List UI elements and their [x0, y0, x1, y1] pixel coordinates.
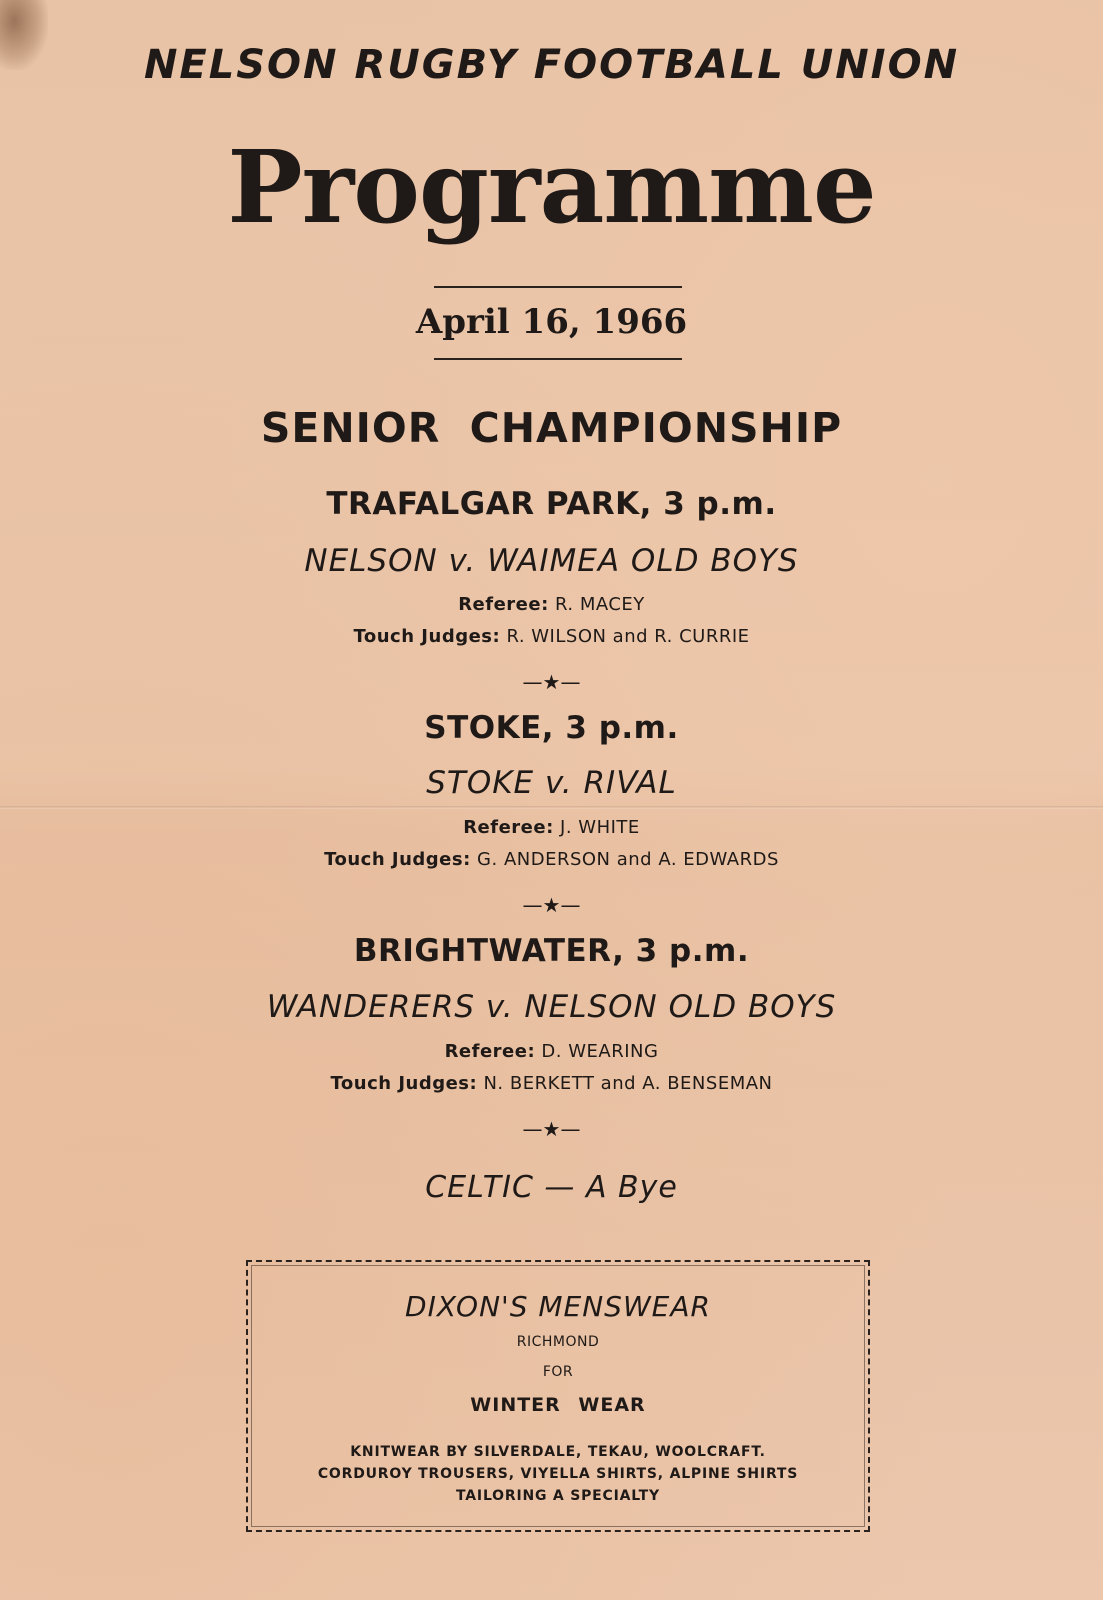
advert-for: FOR: [542, 1364, 574, 1380]
match-1-venue: TRAFALGAR PARK, 3 p.m.: [326, 486, 777, 522]
star-separator: —★—: [522, 670, 581, 694]
advert-title: DIXON'S MENSWEAR: [405, 1290, 711, 1323]
match-2-venue: STOKE, 3 p.m.: [424, 710, 679, 746]
bye-notice: CELTIC — A Bye: [425, 1170, 678, 1205]
referee-label: Referee:: [463, 817, 554, 838]
touch-judges-label: Touch Judges:: [353, 626, 501, 647]
union-name: NELSON RUGBY FOOTBALL UNION: [143, 42, 960, 88]
date-rule-bottom: [434, 358, 682, 360]
fold-line: [0, 806, 1103, 809]
star-separator: —★—: [522, 893, 581, 917]
match-1-fixture: NELSON v. WAIMEA OLD BOYS: [304, 543, 799, 579]
match-3-fixture: WANDERERS v. NELSON OLD BOYS: [266, 989, 837, 1025]
advert-line-3: TAILORING A SPECIALTY: [456, 1488, 660, 1504]
date-rule-top: [434, 286, 682, 288]
match-1-touch-line: [0, 626, 1103, 647]
touch-judges-label: Touch Judges:: [330, 1073, 478, 1094]
match-1-referee-line: [0, 594, 1103, 615]
referee-label: Referee:: [458, 594, 549, 615]
touch-judges-label: Touch Judges:: [324, 849, 471, 870]
competition-title: SENIOR CHAMPIONSHIP: [260, 404, 843, 452]
match-3-referee-line: [0, 1041, 1103, 1062]
programme-title: Programme: [227, 128, 876, 246]
match-1-touch-judges: R. WILSON and R. CURRIE: [506, 626, 750, 647]
match-3-touch-line: [0, 1073, 1103, 1094]
advert-headline: WINTER WEAR: [470, 1394, 646, 1416]
match-1-referee: R. MACEY: [555, 594, 645, 615]
referee-label: Referee:: [444, 1041, 536, 1062]
match-2-touch-line: [0, 849, 1103, 870]
star-separator: —★—: [522, 1117, 581, 1141]
match-2-fixture: STOKE v. RIVAL: [426, 765, 677, 801]
advert-location: RICHMOND: [516, 1334, 600, 1350]
advert-line-1: KNITWEAR BY SILVERDALE, TEKAU, WOOLCRAFT.: [350, 1444, 766, 1460]
match-2-referee-line: [0, 817, 1103, 838]
match-3-venue: BRIGHTWATER, 3 p.m.: [353, 933, 750, 969]
match-2-touch-judges: G. ANDERSON and A. EDWARDS: [477, 849, 779, 870]
programme-date: April 16, 1966: [415, 302, 688, 342]
advert-line-2: CORDUROY TROUSERS, VIYELLA SHIRTS, ALPINE SHIRTS: [317, 1466, 799, 1482]
match-2-referee: J. WHITE: [560, 817, 640, 838]
match-3-touch-judges: N. BERKETT and A. BENSEMAN: [483, 1073, 773, 1094]
advertisement-box: [246, 1260, 870, 1532]
match-3-referee: D. WEARING: [541, 1041, 659, 1062]
